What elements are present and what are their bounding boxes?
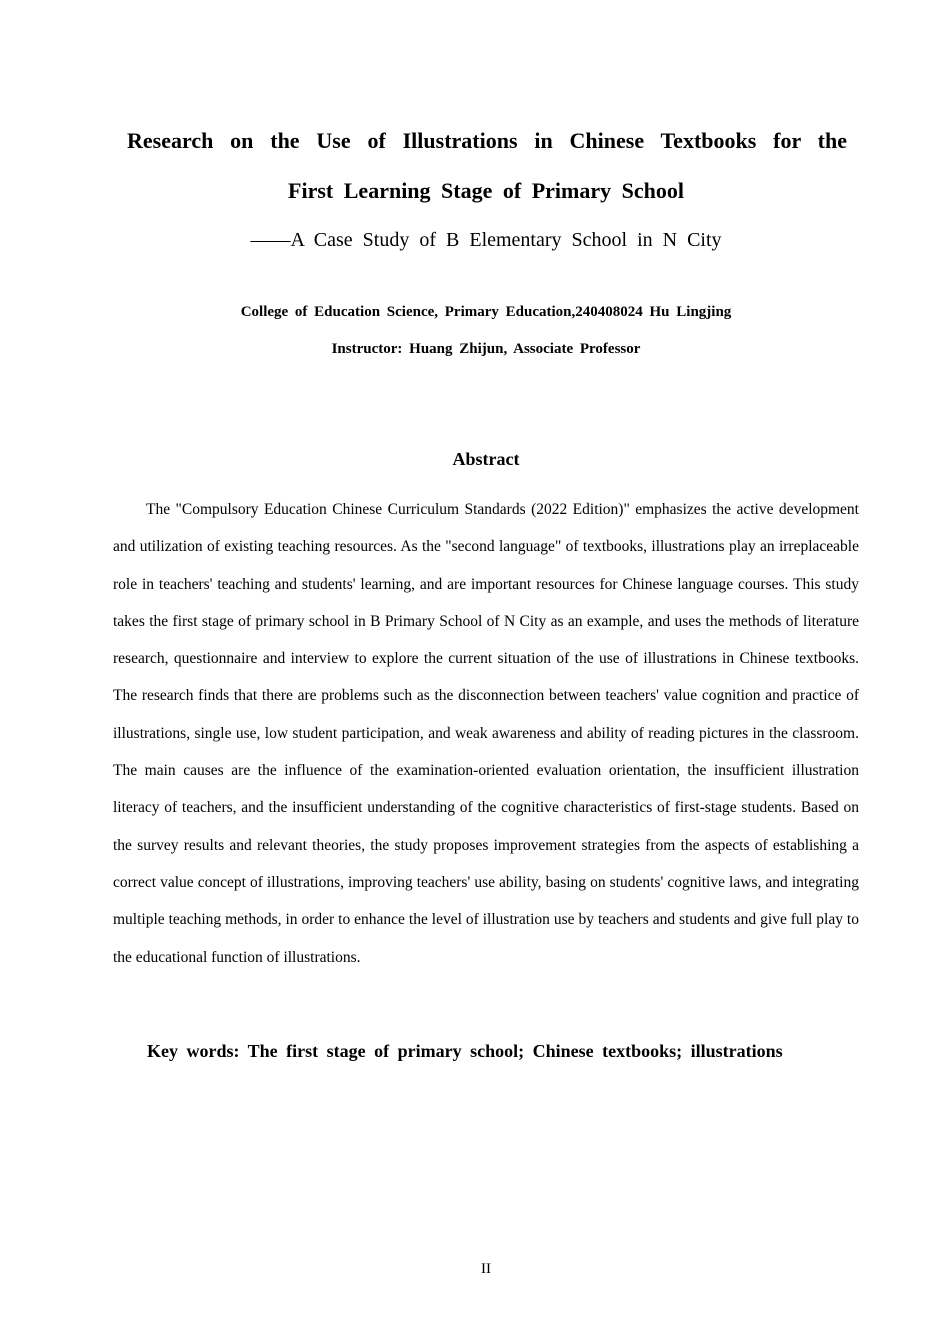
subtitle: ——A Case Study of B Elementary School in N City [250, 229, 722, 251]
instructor-info: Instructor: Huang Zhijun, Associate Professor [331, 341, 641, 357]
author-info: College of Education Science, Primary Education,240408024 Hu Lingjing [240, 304, 732, 320]
keywords: Key words: The first stage of primary school; Chinese textbooks; illustrations [147, 1041, 783, 1061]
title-line-2: First Learning Stage of Primary School [288, 178, 684, 203]
abstract-body: The "Compulsory Education Chinese Curriculum Standards (2022 Edition)" emphasizes the active development and utilization of existing teaching resources. As the "second language" of textbooks, illustrations play an irreplaceable role in teachers' teaching and students' learning, and are important resources for Chinese language courses. This study takes the first stage of primary school in B Primary School of N City as an example, and uses the methods of literature research, questionnaire and interview to explore the current situation of the use of illustrations in Chinese textbooks. The research finds that there are problems such as the disconnection between teachers' value cognition and practice of illustrations, single use, low student participation, and weak awareness and ability of reading pictures in the classroom. The main causes are the influence of the examination-oriented evaluation orientation, the insufficient illustration literacy of teachers, and the insufficient understanding of the cognitive characteristics of first-stage students. Based on the survey results and relevant theories, the study proposes improvement strategies from the aspects of establishing a correct value concept of illustrations, improving teachers' use ability, basing on students' cognitive laws, and integrating multiple teaching methods, in order to enhance the level of illustration use by teachers and students and give full play to the educational function of illustrations. [113, 501, 859, 966]
abstract-heading: Abstract [452, 449, 520, 469]
page-number: II [481, 1261, 491, 1277]
title-line-1: Research on the Use of Illustrations in Chinese Textbooks for the [127, 128, 847, 153]
